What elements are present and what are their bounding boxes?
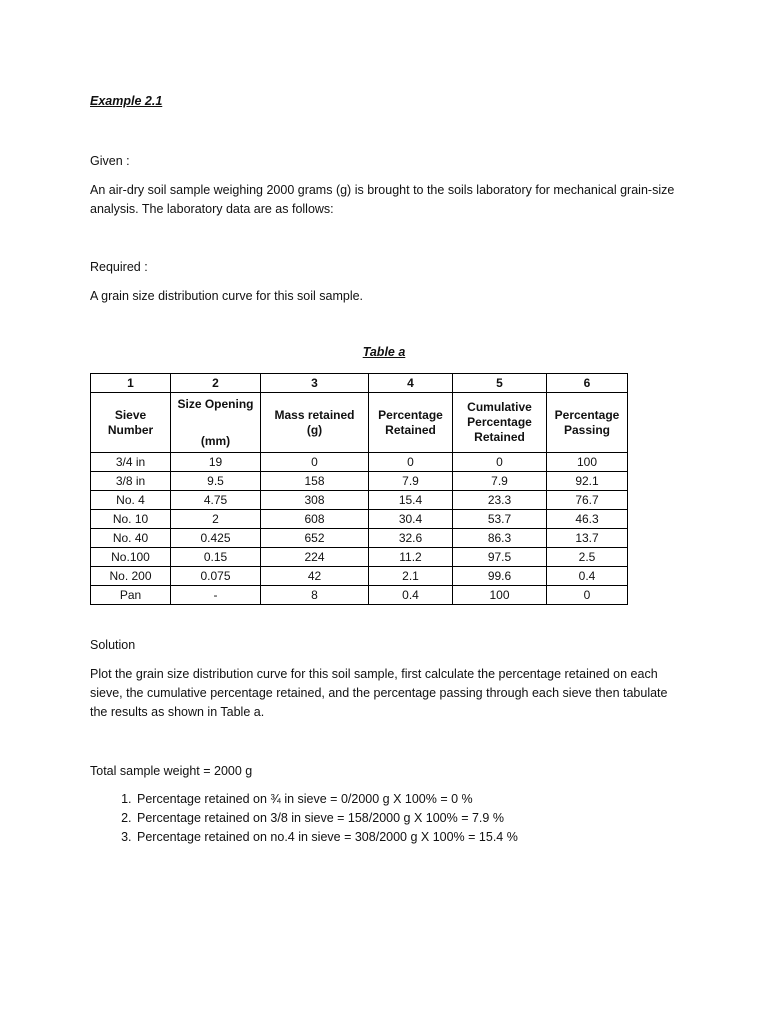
cell-mass: 224 (261, 548, 369, 567)
cell-mass: 0 (261, 453, 369, 472)
solution-text: Plot the grain size distribution curve for this soil sample, first calculate the percentage retained on each sieve, the cumulative percentage retained, and the percentage passing through each sieve then tabulate the results as shown in Table a. (90, 667, 668, 719)
table-row (91, 529, 628, 548)
cell-sieve: No. 200 (91, 567, 171, 586)
cell-sieve: No. 10 (91, 510, 171, 529)
cell-passing: 2.5 (547, 548, 628, 567)
cell-opening: 4.75 (171, 491, 261, 510)
cell-cumulative: 23.3 (453, 491, 547, 510)
cell-mass: 8 (261, 586, 369, 605)
cell-sieve: 3/4 in (91, 453, 171, 472)
col-number: 5 (453, 374, 547, 393)
cell-mass: 608 (261, 510, 369, 529)
cell-pct-retained: 30.4 (369, 510, 453, 529)
solution-label: Solution (90, 638, 136, 652)
cell-passing: 46.3 (547, 510, 628, 529)
cell-passing: 100 (547, 453, 628, 472)
header-sieve-number: Sieve Number (91, 393, 171, 453)
cell-pct-retained: 2.1 (369, 567, 453, 586)
col-number: 2 (171, 374, 261, 393)
cell-opening: 0.425 (171, 529, 261, 548)
cell-sieve: No.100 (91, 548, 171, 567)
cell-opening: 2 (171, 510, 261, 529)
cell-pct-retained: 7.9 (369, 472, 453, 491)
cell-cumulative: 53.7 (453, 510, 547, 529)
cell-passing: 0 (547, 586, 628, 605)
cell-passing: 76.7 (547, 491, 628, 510)
header-size-opening-top: Size Opening (177, 396, 254, 411)
header-percentage-passing: Percentage Passing (547, 393, 628, 453)
table-row (91, 472, 628, 491)
list-item: 3. Percentage retained on no.4 in sieve = 308/2000 g X 100% = 15.4 % (135, 828, 518, 847)
sieve-analysis-table (90, 373, 628, 605)
col-number: 6 (547, 374, 628, 393)
cell-cumulative: 97.5 (453, 548, 547, 567)
cell-pct-retained: 32.6 (369, 529, 453, 548)
table-row (91, 586, 628, 605)
example-title: Example 2.1 (90, 94, 163, 108)
header-size-opening-unit: (mm) (200, 433, 231, 448)
total-weight-text: Total sample weight = 2000 g (90, 764, 253, 778)
column-header-row (91, 393, 628, 453)
header-mass-retained: Mass retained (g) (261, 393, 369, 453)
table-row (91, 510, 628, 529)
cell-sieve: No. 4 (91, 491, 171, 510)
list-item: 1. Percentage retained on ¾ in sieve = 0/2000 g X 100% = 0 % (135, 790, 518, 809)
table-caption (0, 345, 768, 359)
cell-mass: 308 (261, 491, 369, 510)
header-cumulative-percentage: Cumulative Percentage Retained (453, 393, 547, 453)
cell-pct-retained: 11.2 (369, 548, 453, 567)
cell-opening: 0.15 (171, 548, 261, 567)
cell-cumulative: 0 (453, 453, 547, 472)
cell-opening: 0.075 (171, 567, 261, 586)
list-item: 2. Percentage retained on 3/8 in sieve = 158/2000 g X 100% = 7.9 % (135, 809, 518, 828)
cell-pct-retained: 0 (369, 453, 453, 472)
table-row (91, 548, 628, 567)
table-row (91, 491, 628, 510)
col-number: 4 (369, 374, 453, 393)
cell-cumulative: 7.9 (453, 472, 547, 491)
cell-mass: 42 (261, 567, 369, 586)
table-row (91, 453, 628, 472)
cell-cumulative: 86.3 (453, 529, 547, 548)
cell-sieve: Pan (91, 586, 171, 605)
col-number: 3 (261, 374, 369, 393)
cell-opening: 19 (171, 453, 261, 472)
cell-passing: 0.4 (547, 567, 628, 586)
col-number: 1 (91, 374, 171, 393)
cell-pct-retained: 0.4 (369, 586, 453, 605)
required-text: A grain size distribution curve for this soil sample. (90, 289, 364, 303)
column-number-row (91, 374, 628, 393)
cell-passing: 13.7 (547, 529, 628, 548)
cell-passing: 92.1 (547, 472, 628, 491)
cell-cumulative: 99.6 (453, 567, 547, 586)
cell-opening: 9.5 (171, 472, 261, 491)
cell-cumulative: 100 (453, 586, 547, 605)
cell-opening: - (171, 586, 261, 605)
cell-mass: 652 (261, 529, 369, 548)
table-row (91, 567, 628, 586)
cell-sieve: 3/8 in (91, 472, 171, 491)
required-label: Required : (90, 260, 148, 274)
given-text: An air-dry soil sample weighing 2000 grams (g) is brought to the soils laboratory for mechanical grain-size analysis. The laboratory data are as follows: (90, 183, 675, 216)
cell-pct-retained: 15.4 (369, 491, 453, 510)
header-percentage-retained: Percentage Retained (369, 393, 453, 453)
cell-mass: 158 (261, 472, 369, 491)
table-caption-text: Table a (362, 345, 406, 359)
calculation-steps (90, 790, 518, 847)
header-size-opening (171, 393, 261, 453)
cell-sieve: No. 40 (91, 529, 171, 548)
given-label: Given : (90, 154, 130, 168)
